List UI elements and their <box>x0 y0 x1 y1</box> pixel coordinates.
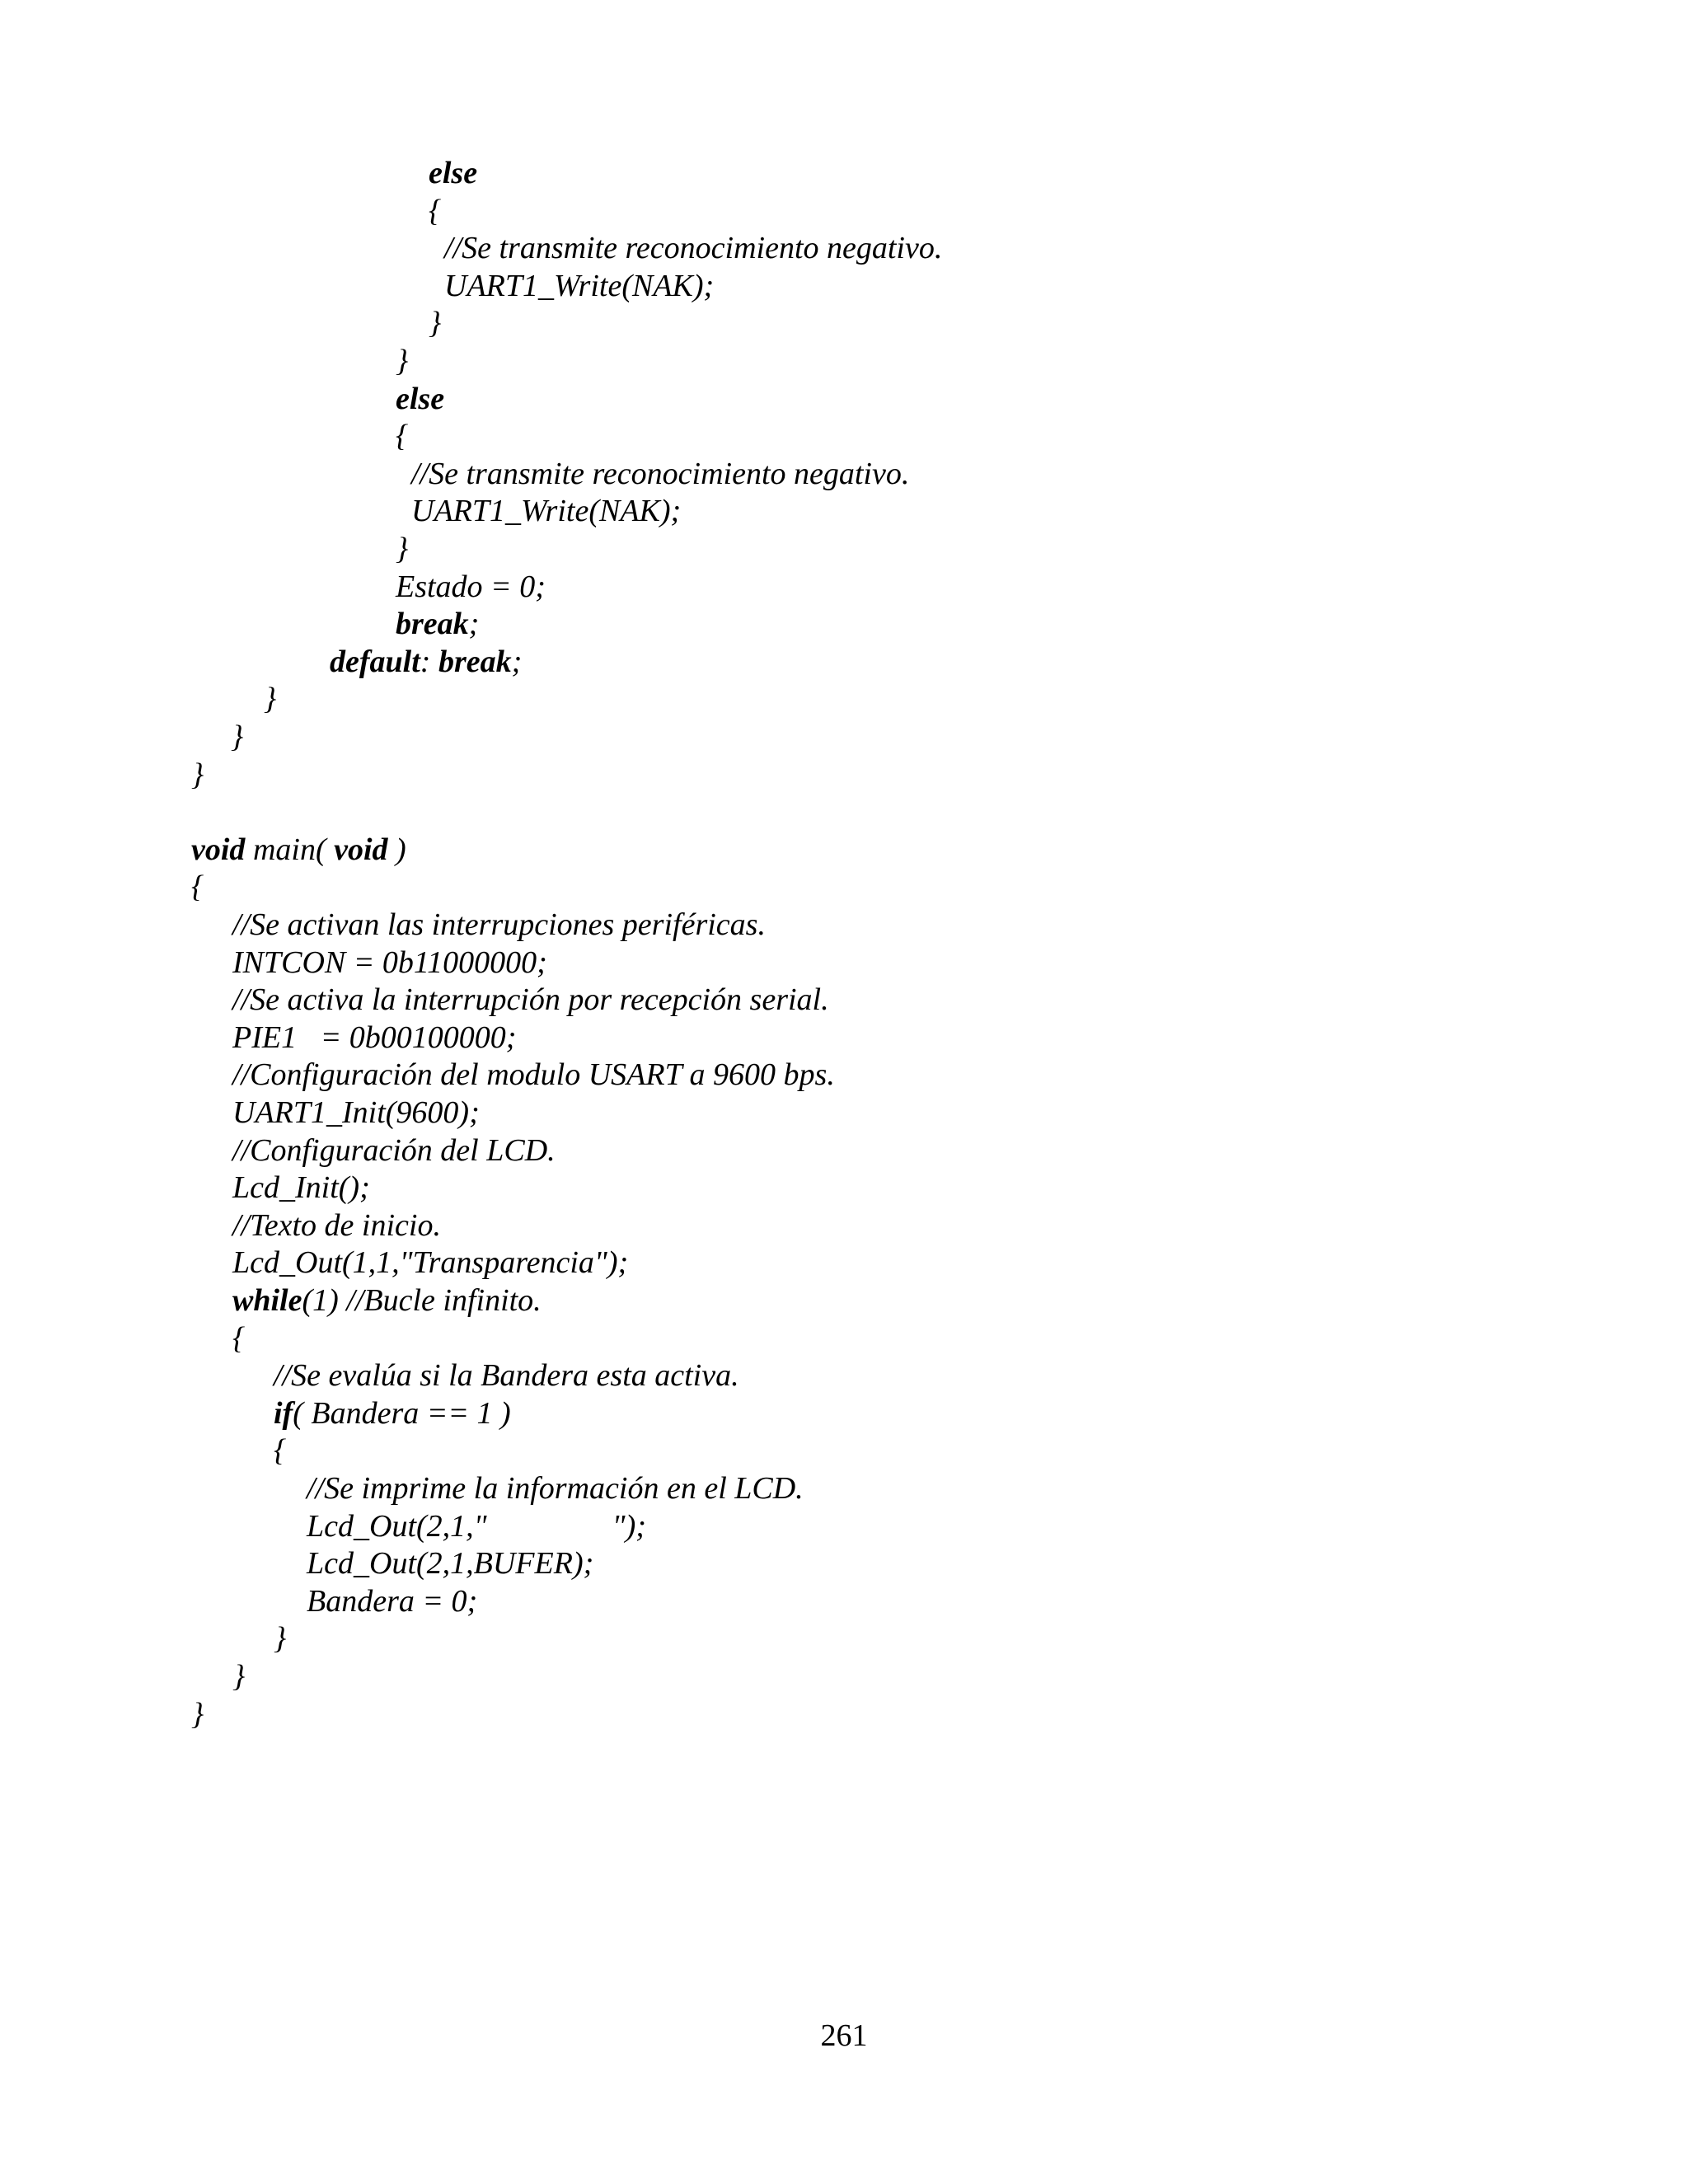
code-keyword: while <box>232 1283 302 1318</box>
code-line <box>232 1244 628 1281</box>
code-text: //Se imprime la información en el LCD. <box>307 1471 804 1506</box>
code-line <box>232 1207 441 1244</box>
code-text: } <box>396 344 409 378</box>
code-keyword: break <box>396 607 469 641</box>
code-line <box>274 1432 286 1469</box>
code-line <box>396 343 408 379</box>
code-line <box>307 1583 477 1619</box>
code-line <box>232 907 766 943</box>
code-text: //Se activa la interrupción por recepción serial. <box>232 982 829 1017</box>
code-text: { <box>274 1433 287 1468</box>
code-text: { <box>232 1321 246 1356</box>
code-text: //Se evalúa si la Bandera esta activa. <box>274 1358 739 1393</box>
code-text: //Se transmite reconocimiento negativo. <box>429 231 943 265</box>
code-line <box>232 944 547 981</box>
code-keyword: if <box>274 1396 293 1431</box>
code-keyword: void <box>334 832 388 867</box>
code-text: } <box>429 306 442 340</box>
code-keyword: else <box>396 382 445 416</box>
code-text: ; <box>468 607 480 641</box>
code-text: PIE1 = 0b00100000; <box>232 1020 517 1055</box>
code-text: UART1_Write(NAK); <box>429 269 715 303</box>
code-text: Estado = 0; <box>396 569 546 604</box>
code-line <box>191 757 204 793</box>
code-line <box>191 832 406 868</box>
code-text: { <box>191 869 204 904</box>
code-line <box>274 1620 286 1657</box>
code-text: } <box>232 1659 246 1694</box>
code-keyword: void <box>191 832 246 867</box>
code-text: } <box>191 1697 204 1732</box>
code-text: INTCON = 0b11000000; <box>232 945 547 980</box>
code-line <box>307 1470 804 1507</box>
code-line <box>396 418 408 454</box>
code-line <box>307 1508 646 1544</box>
code-line <box>274 1395 511 1432</box>
code-line <box>429 193 441 229</box>
code-text: //Se activan las interrupciones periféricas. <box>232 907 766 942</box>
code-text: } <box>396 532 409 566</box>
code-text: ; <box>511 644 523 679</box>
code-line <box>429 268 714 304</box>
code-text: Lcd_Init(); <box>232 1170 370 1205</box>
code-text: Lcd_Out(2,1,BUFER); <box>307 1546 594 1581</box>
code-line <box>396 569 546 605</box>
code-text: Lcd_Out(2,1," "); <box>307 1509 646 1544</box>
code-text: ( Bandera == 1 ) <box>293 1396 511 1431</box>
code-text: //Texto de inicio. <box>232 1208 441 1243</box>
code-text: : <box>420 644 438 679</box>
page-number: 261 <box>820 2018 868 2053</box>
code-line <box>264 681 276 717</box>
code-line <box>330 644 522 680</box>
code-line <box>231 719 243 755</box>
code-text: UART1_Init(9600); <box>232 1095 480 1130</box>
code-line <box>232 1132 556 1169</box>
code-keyword: default <box>330 644 420 679</box>
code-line <box>429 305 441 341</box>
code-text: { <box>396 419 409 453</box>
code-line <box>429 230 942 266</box>
code-keyword: break <box>438 644 512 679</box>
code-line <box>232 1019 516 1056</box>
code-line <box>429 155 477 191</box>
code-text: Lcd_Out(1,1,"Transparencia"); <box>232 1245 629 1280</box>
code-line <box>396 606 479 642</box>
code-line <box>232 1320 245 1357</box>
code-line <box>232 982 829 1018</box>
code-line <box>232 1282 542 1319</box>
code-line <box>396 493 681 529</box>
code-text: main( <box>245 832 335 867</box>
code-text: } <box>274 1621 287 1656</box>
code-text: Bandera = 0; <box>307 1584 478 1619</box>
code-line <box>232 1094 480 1131</box>
code-text: } <box>231 719 244 754</box>
code-text: (1) //Bucle infinito. <box>302 1283 542 1318</box>
code-text: } <box>191 757 204 792</box>
code-line <box>396 456 909 492</box>
code-line <box>274 1357 739 1394</box>
code-text: { <box>429 194 442 228</box>
code-line <box>396 531 408 567</box>
code-text: //Configuración del modulo USART a 9600 bps. <box>232 1057 835 1092</box>
code-text: ) <box>387 832 406 867</box>
code-line <box>232 1057 835 1093</box>
code-line <box>191 1696 204 1732</box>
code-text: //Se transmite reconocimiento negativo. <box>396 457 910 491</box>
code-line <box>191 869 204 905</box>
code-keyword: else <box>429 156 478 190</box>
code-line <box>232 1658 245 1694</box>
code-text: //Configuración del LCD. <box>232 1133 556 1168</box>
code-line <box>232 1169 370 1206</box>
code-text: UART1_Write(NAK); <box>396 494 682 528</box>
code-line <box>396 381 444 417</box>
code-text: } <box>264 682 277 716</box>
code-line <box>307 1545 593 1582</box>
